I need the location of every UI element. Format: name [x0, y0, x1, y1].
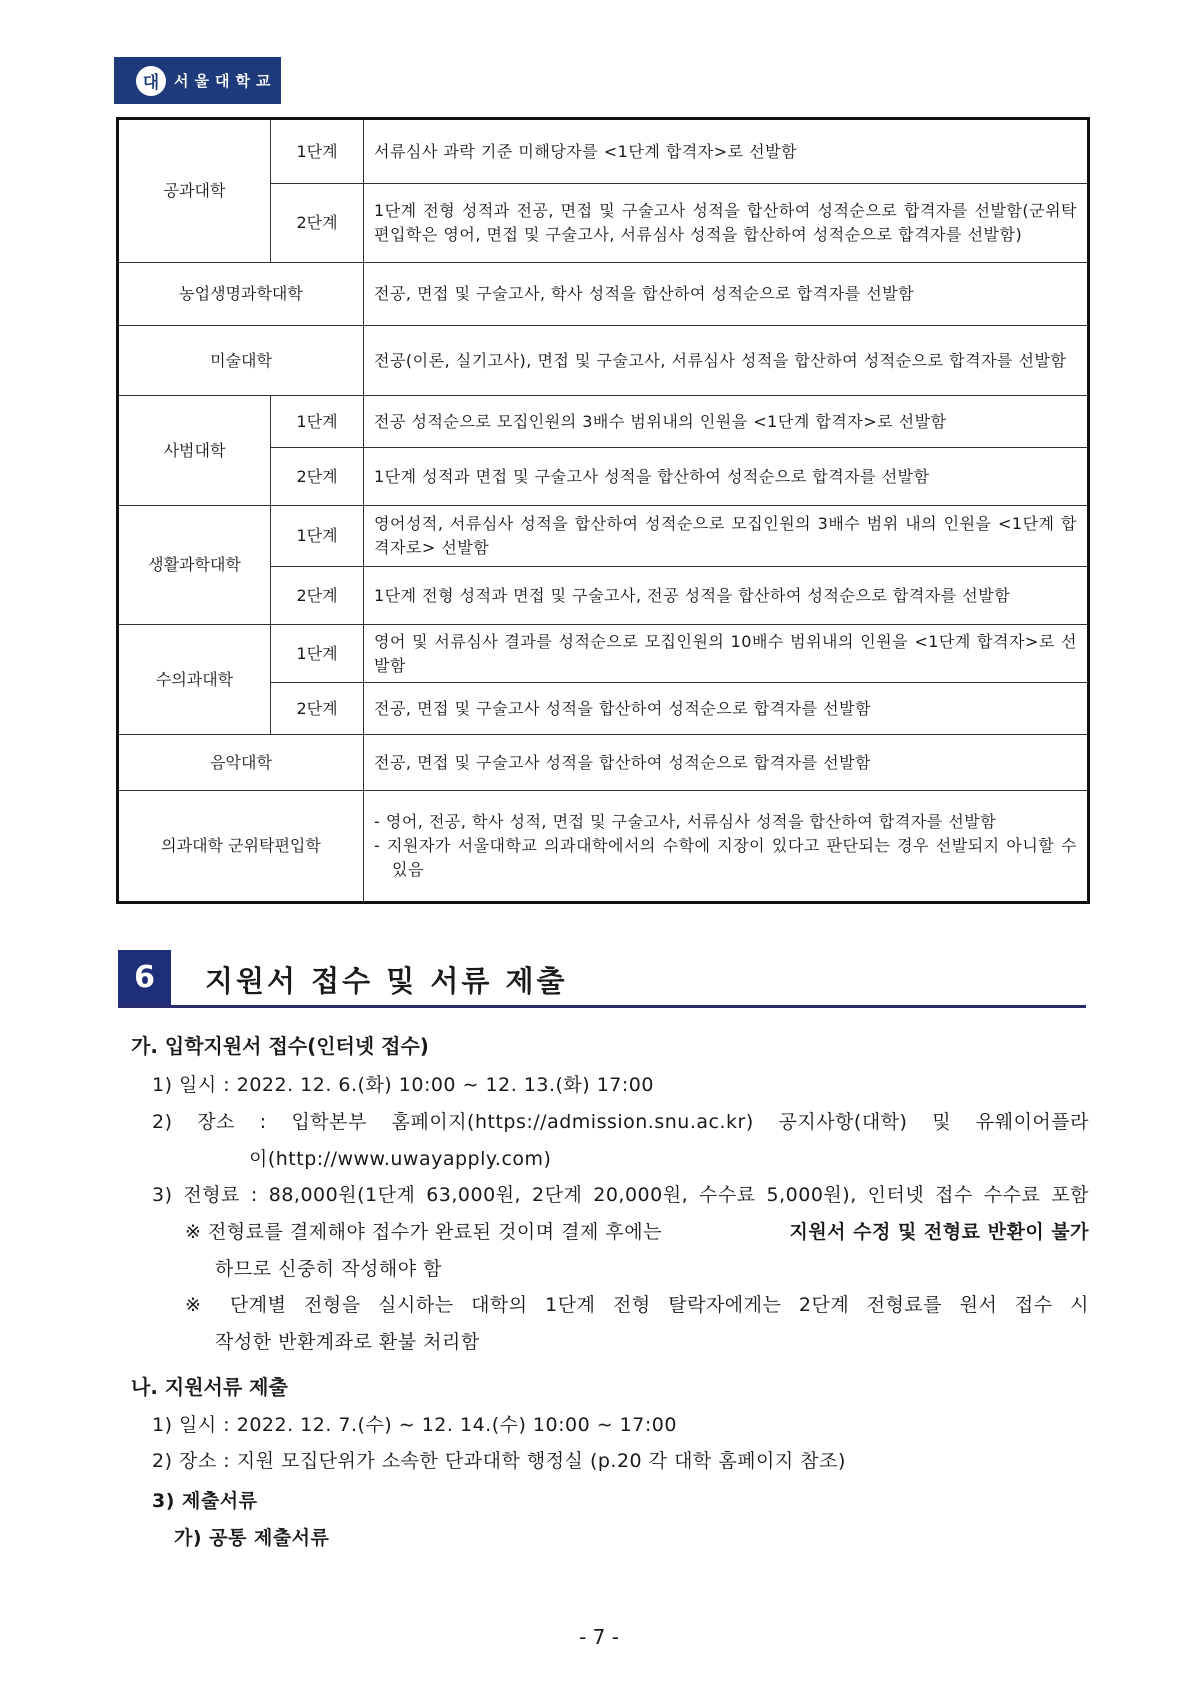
- bullet-item: - 영어, 전공, 학사 성적, 면접 및 구술고사, 서류심사 성적을 합산하여 합격자를 선발함: [374, 812, 997, 831]
- a-note-2-line2: 작성한 반환계좌로 환불 처리함: [215, 1331, 480, 1353]
- b-item-2: 2) 장소 : 지원 모집단위가 소속한 단과대학 행정실 (p.20 각 대학 홈페이지 참조): [152, 1450, 846, 1472]
- desc-cell: 전공 성적순으로 모집인원의 3배수 범위내의 인원을 <1단계 합격자>로 선발함: [364, 396, 1089, 448]
- college-cell: 공과대학: [118, 119, 271, 263]
- page-number: - 7 -: [579, 1625, 619, 1649]
- b-item-3-sub: 가) 공통 제출서류: [174, 1527, 330, 1549]
- college-cell: 농업생명과학대학: [118, 263, 364, 326]
- a-note-2-line1: ※ 단계별 전형을 실시하는 대학의 1단계 전형 탈락자에게는 2단계 전형료를 원서 접수 시: [185, 1294, 1089, 1316]
- college-cell: 미술대학: [118, 326, 364, 396]
- section-header: [118, 950, 1086, 1008]
- desc-cell: [364, 791, 1089, 903]
- table-row: [118, 625, 1089, 683]
- stage-cell: 2단계: [271, 184, 364, 263]
- b-item-1: 1) 일시 : 2022. 12. 7.(수) ∼ 12. 14.(수) 10:00 ∼ 17:00: [152, 1414, 677, 1436]
- desc-cell: 1단계 전형 성적과 면접 및 구술고사, 전공 성적을 합산하여 성적순으로 합격자를 선발함: [364, 567, 1089, 625]
- table-row: [118, 396, 1089, 448]
- selection-method-table: [116, 117, 1090, 904]
- table-row: [118, 791, 1089, 903]
- desc-cell: 1단계 성적과 면접 및 구술고사 성적을 합산하여 성적순으로 합격자를 선발함: [364, 448, 1089, 506]
- section-title: 지원서 접수 및 서류 제출: [205, 964, 568, 998]
- a-note-1-line1: [185, 1217, 1089, 1244]
- stage-cell: 1단계: [271, 506, 364, 567]
- section-number: 6: [118, 950, 171, 1005]
- stage-cell: 2단계: [271, 683, 364, 735]
- desc-cell: 서류심사 과락 기준 미해당자를 <1단계 합격자>로 선발함: [364, 119, 1089, 184]
- a-note-1-line2: 하므로 신중히 작성해야 함: [215, 1258, 443, 1280]
- college-cell: 음악대학: [118, 735, 364, 791]
- desc-cell: 전공, 면접 및 구술고사 성적을 합산하여 성적순으로 합격자를 선발함: [364, 735, 1089, 791]
- desc-cell: 영어성적, 서류심사 성적을 합산하여 성적순으로 모집인원의 3배수 범위 내의 인원을 <1단계 합격자로> 선발함: [364, 506, 1089, 567]
- subheading-b: 나. 지원서류 제출: [131, 1375, 288, 1399]
- emblem-icon: 대: [136, 66, 166, 96]
- stage-cell: 1단계: [271, 119, 364, 184]
- college-cell: 생활과학대학: [118, 506, 271, 625]
- b-item-3: 3) 제출서류: [152, 1490, 258, 1512]
- bullet-item: - 지원자가 서울대학교 의과대학에서의 수학에 지장이 있다고 판단되는 경우 선발되지 아니할 수 있음: [374, 836, 1077, 879]
- college-cell: 의과대학 군위탁편입학: [118, 791, 364, 903]
- stage-cell: 1단계: [271, 396, 364, 448]
- table-row: [118, 119, 1089, 184]
- a-item-2-line2: 이(http://www.uwayapply.com): [249, 1148, 552, 1170]
- table-row: [118, 326, 1089, 396]
- logo-text: 서울대학교: [174, 72, 277, 90]
- college-cell: 사범대학: [118, 396, 271, 506]
- college-cell: 수의과대학: [118, 625, 271, 735]
- subheading-a: 가. 입학지원서 접수(인터넷 접수): [131, 1034, 429, 1058]
- table-row: [118, 263, 1089, 326]
- a-item-3: 3) 전형료 : 88,000원(1단계 63,000원, 2단계 20,000원, 수수료 5,000원), 인터넷 접수 수수료 포함: [152, 1184, 1089, 1206]
- university-logo: [114, 57, 281, 104]
- note-emphasis: 지원서 수정 및 전형료 반환이 불가: [789, 1221, 1089, 1243]
- desc-cell: 전공, 면접 및 구술고사 성적을 합산하여 성적순으로 합격자를 선발함: [364, 683, 1089, 735]
- stage-cell: 2단계: [271, 567, 364, 625]
- table-row: [118, 735, 1089, 791]
- desc-cell: 영어 및 서류심사 결과를 성적순으로 모집인원의 10배수 범위내의 인원을 <1단계 합격자>로 선발함: [364, 625, 1089, 683]
- table-row: [118, 506, 1089, 567]
- a-item-2-line1: 2) 장소 : 입학본부 홈페이지(https://admission.snu.ac.kr) 공지사항(대학) 및 유웨이어플라: [152, 1111, 1089, 1133]
- stage-cell: 2단계: [271, 448, 364, 506]
- stage-cell: 1단계: [271, 625, 364, 683]
- desc-cell: 전공, 면접 및 구술고사, 학사 성적을 합산하여 성적순으로 합격자를 선발함: [364, 263, 1089, 326]
- a-item-1: 1) 일시 : 2022. 12. 6.(화) 10:00 ∼ 12. 13.(화) 17:00: [152, 1074, 654, 1096]
- desc-cell: 전공(이론, 실기고사), 면접 및 구술고사, 서류심사 성적을 합산하여 성적순으로 합격자를 선발함: [364, 326, 1089, 396]
- desc-cell: 1단계 전형 성적과 전공, 면접 및 구술고사 성적을 합산하여 성적순으로 합격자를 선발함(군위탁편입학은 영어, 면접 및 구술고사, 서류심사 성적을 합산하여 성적순으로 합격자를 선발함): [364, 184, 1089, 263]
- note-text: ※ 전형료를 결제해야 접수가 완료된 것이며 결제 후에는: [185, 1221, 662, 1243]
